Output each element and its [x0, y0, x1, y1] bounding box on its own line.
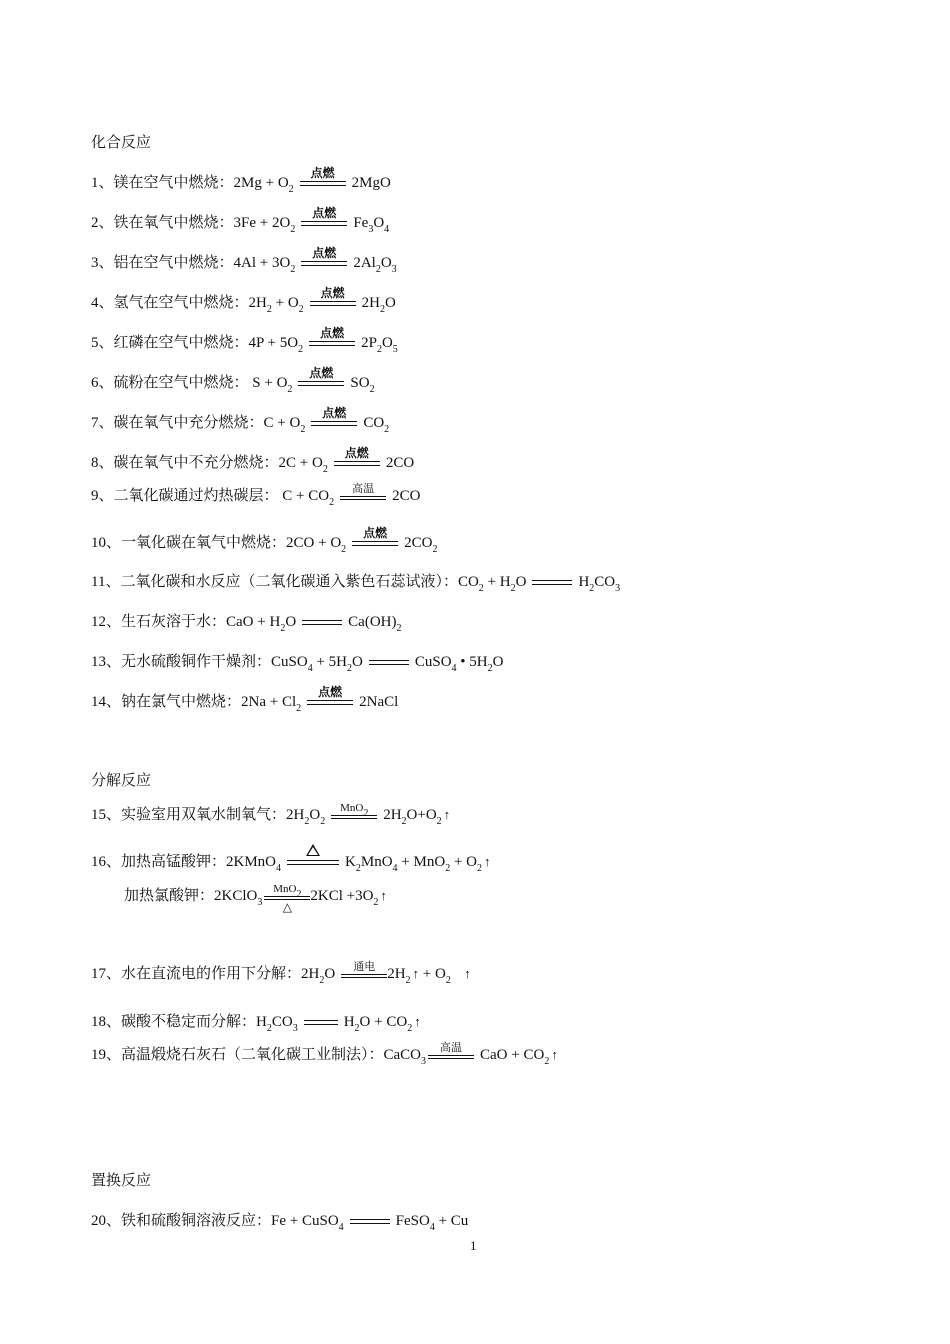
- reaction-label: 11、二氧化碳和水反应（二氧化碳通入紫色石蕊试液）：: [91, 574, 458, 590]
- equals-arrow: [532, 573, 572, 593]
- condition-label: 通电: [353, 960, 376, 973]
- reaction-label: 4、氢气在空气中燃烧：: [91, 295, 249, 311]
- reaction-11: 11、二氧化碳和水反应（二氧化碳通入紫色石蕊试液）：$CO_2 + H_2O$ $H_2CO_3$: [91, 574, 621, 594]
- equals-arrow: [309, 325, 355, 354]
- condition-label: 高温: [440, 1041, 463, 1054]
- up-arrow-icon: ↑: [443, 807, 451, 822]
- reaction-9: 9、二氧化碳通过灼热碳层： $C + CO_2$ 高温 2CO: [91, 482, 421, 508]
- heat-symbol: △: [282, 899, 292, 914]
- reaction-17: 17、水在直流电的作用下分解：$2H_2O$ 通电 $2H_2$ ↑ + $O_2$ ↑: [91, 960, 471, 986]
- condition-label: 点燃: [320, 325, 345, 340]
- equals-arrow: [264, 882, 310, 914]
- reaction-7: 7、碳在氧气中充分燃烧：$C + O_2$ 点燃 $CO_2$: [91, 405, 390, 435]
- up-arrow-icon: ↑: [380, 888, 387, 903]
- reaction-label: 7、碳在氧气中充分燃烧：: [91, 415, 264, 431]
- equals-arrow: [331, 801, 377, 826]
- reaction-label: 13、无水硫酸铜作干燥剂：: [91, 654, 272, 670]
- reaction-20: 20、铁和硫酸铜溶液反应：Fe + CuSO$_4$ FeSO$_4$ + Cu: [91, 1213, 469, 1233]
- reaction-3: 3、铝在空气中燃烧：$4Al + 3O_2$ 点燃 $2Al_2O_3$: [91, 245, 397, 275]
- heat-triangle-icon: [306, 844, 320, 856]
- reaction-1: 1、镁在空气中燃烧：$2Mg + O_2$ 点燃 2MgO: [91, 165, 391, 195]
- reaction-label: 15、实验室用双氧水制氧气：: [91, 807, 287, 823]
- condition-label: 点燃: [312, 245, 337, 260]
- reaction-13: 13、无水硫酸铜作干燥剂：CuSO$_4$ + $5H_2O$ CuSO$_4$ • $5H_2O$: [91, 654, 504, 674]
- condition-label: MnO$_2$: [340, 801, 369, 819]
- condition-label: 点燃: [312, 205, 337, 220]
- condition-label: 点燃: [363, 525, 388, 540]
- reaction-5: 5、红磷在空气中燃烧：$4P + 5O_2$ 点燃 $2P_2O_5$: [91, 325, 398, 355]
- reaction-label: 18、碳酸不稳定而分解：: [91, 1014, 257, 1030]
- up-arrow-icon: ↑: [464, 966, 471, 981]
- reaction-label: 3、铝在空气中燃烧：: [91, 255, 234, 271]
- equals-arrow: [307, 684, 353, 713]
- reaction-label: 1、镁在空气中燃烧：: [91, 175, 234, 191]
- section-heading-combination: 化合反应: [91, 135, 152, 151]
- condition-label: 点燃: [320, 285, 345, 300]
- reaction-4: 4、氢气在空气中燃烧：$2H_2 + O_2$ 点燃 $2H_2O$: [91, 285, 396, 315]
- reaction-16b: 加热氯酸钾：2KClO$_3$ MnO$_2$ △ $2KCl +3O_2$ ↑: [124, 882, 387, 914]
- reaction-label: 17、水在直流电的作用下分解：: [91, 966, 302, 982]
- condition-label: 点燃: [322, 405, 347, 420]
- reaction-label: 12、生石灰溶于水：: [91, 614, 227, 630]
- equals-arrow: [428, 1041, 474, 1066]
- reaction-15: 15、实验室用双氧水制氧气：$2H_2O_2$ MnO$_2$ $2H_2O+O_2$ ↑: [91, 801, 451, 827]
- section-heading-decomposition: 分解反应: [91, 773, 152, 789]
- reaction-19: 19、高温煅烧石灰石（二氧化碳工业制法）：CaCO$_3$ 高温 CaO + $CO_2$ ↑: [91, 1041, 558, 1067]
- equals-arrow: [311, 405, 357, 434]
- reaction-8: 8、碳在氧气中不充分燃烧：$2C + O_2$ 点燃 2CO: [91, 445, 415, 475]
- reaction-label: 8、碳在氧气中不充分燃烧：: [91, 455, 279, 471]
- reaction-label: 16、加热高锰酸钾：: [91, 854, 227, 870]
- reaction-16: 16、加热高锰酸钾：2KMnO$_4$ $K_2MnO_4 + MnO_2 + O_2$ ↑: [91, 852, 490, 873]
- reaction-2: 2、铁在氧气中燃烧：$3Fe + 2O_2$ 点燃 $Fe_3O_4$: [91, 205, 390, 235]
- condition-label: 点燃: [309, 365, 334, 380]
- equals-arrow: [304, 1013, 338, 1033]
- equals-arrow: [369, 653, 409, 673]
- reaction-6: 6、硫粉在空气中燃烧： $S + O_2$ 点燃 $SO_2$: [91, 365, 375, 395]
- equals-arrow: [301, 245, 347, 274]
- reaction-label: 2、铁在氧气中燃烧：: [91, 215, 234, 231]
- reaction-label: 20、铁和硫酸铜溶液反应：: [91, 1213, 272, 1229]
- up-arrow-icon: ↑: [414, 1014, 421, 1029]
- equals-arrow: [301, 205, 347, 234]
- equals-arrow: [341, 960, 387, 985]
- equals-arrow: [287, 853, 339, 873]
- equals-arrow: [350, 1212, 390, 1232]
- reaction-18: 18、碳酸不稳定而分解：$H_2CO_3$ $H_2O + CO_2$ ↑: [91, 1014, 421, 1034]
- reaction-10: 10、一氧化碳在氧气中燃烧：$2CO + O_2$ 点燃 $2CO_2$: [91, 525, 438, 555]
- reaction-label: 加热氯酸钾：: [124, 888, 215, 904]
- up-arrow-icon: ↑: [551, 1047, 558, 1062]
- up-arrow-icon: ↑: [412, 966, 420, 981]
- reaction-14: 14、钠在氯气中燃烧：$2Na + Cl_2$ 点燃 2NaCl: [91, 684, 399, 714]
- reaction-label: 9、二氧化碳通过灼热碳层：: [91, 488, 279, 504]
- condition-label: 点燃: [310, 165, 335, 180]
- page-number: 1: [470, 1238, 477, 1253]
- equals-arrow: [310, 285, 356, 314]
- section-heading-displacement: 置换反应: [91, 1173, 152, 1189]
- equals-arrow: [298, 365, 344, 394]
- reaction-label: 5、红磷在空气中燃烧：: [91, 335, 249, 351]
- equals-arrow: [352, 525, 398, 554]
- condition-label: [287, 844, 339, 859]
- equals-arrow: [302, 613, 342, 633]
- dot-symbol: •: [460, 654, 466, 670]
- reaction-label: 14、钠在氯气中燃烧：: [91, 694, 242, 710]
- reaction-label: 19、高温煅烧石灰石（二氧化碳工业制法）：: [91, 1047, 384, 1063]
- up-arrow-icon: ↑: [483, 854, 491, 869]
- equals-arrow: [340, 482, 386, 507]
- equals-arrow: [334, 445, 380, 474]
- reaction-label: 10、一氧化碳在氧气中燃烧：: [91, 535, 287, 551]
- condition-label: 点燃: [344, 445, 369, 460]
- equals-arrow: [300, 165, 346, 194]
- condition-label: 高温: [352, 482, 375, 495]
- condition-label: MnO$_2$: [273, 882, 302, 900]
- reaction-label: 6、硫粉在空气中燃烧：: [91, 375, 249, 391]
- reaction-12: 12、生石灰溶于水：CaO + $H_2O$ $Ca(OH)_2$: [91, 614, 402, 634]
- condition-label: 点燃: [318, 684, 343, 699]
